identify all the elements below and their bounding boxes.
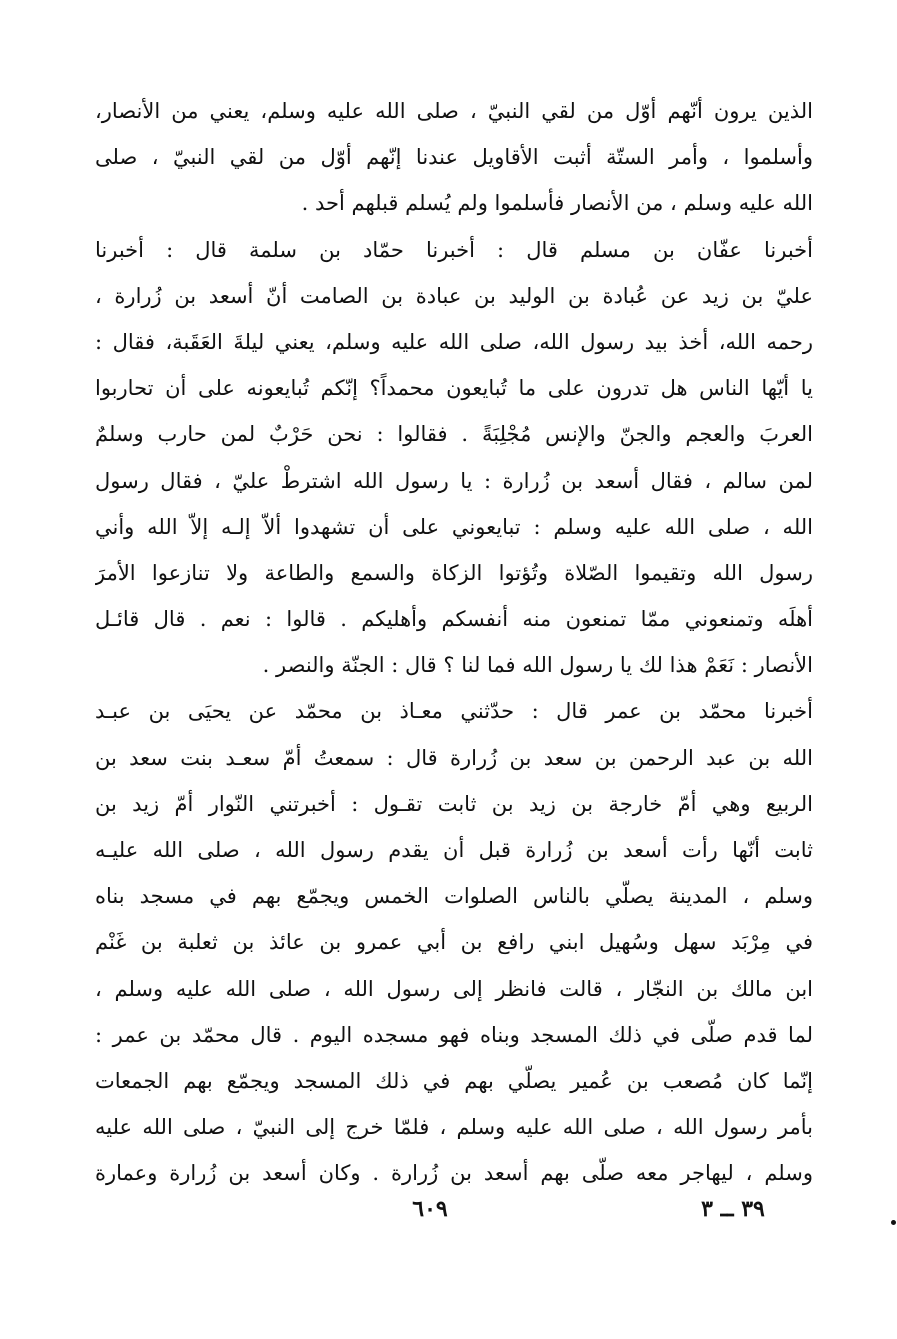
- signature-mark: ٣٩ ــ ٣: [701, 1196, 765, 1222]
- text-line: إنّما كان مُصعب بن عُمير يصلّي بهم في ذلك المسجد ويجمّع بهم الجمعات: [95, 1068, 813, 1093]
- page-number: ٦٠٩: [412, 1196, 448, 1222]
- text-line: الله ، صلى الله عليه وسلم : تبايعوني على أن تشهدوا ألاّ إلـه إلاّ الله وأني: [95, 514, 813, 539]
- text-line: الله بن عبد الرحمن بن سعد بن زُرارة قال : سمعتُ أمّ سعـد بنت سعد بن: [95, 745, 813, 770]
- page-body: [95, 88, 813, 1197]
- text-line: وسلم ، ليهاجر معه صلّى بهم أسعد بن زُرارة . وكان أسعد بن زُرارة وعمارة: [95, 1161, 813, 1186]
- text-line: عليّ بن زيد عن عُبادة بن الوليد بن عبادة بن الصامت أنّ أسعد بن زُرارة ،: [95, 283, 813, 308]
- text-line: بأمر رسول الله ، صلى الله عليه وسلم ، فلمّا خرج إلى النبيّ ، صلى الله عليه: [95, 1115, 813, 1140]
- paragraph-2: [95, 227, 813, 689]
- text-line: وأسلموا ، وأمر الستّة أثبت الأقاويل عندنا إنّهم أوّل من لقي النبيّ ، صلى: [95, 145, 813, 170]
- page-footer: [0, 1196, 897, 1232]
- text-line: الله عليه وسلم ، من الأنصار فأسلموا ولم يُسلم قبلهم أحد .: [301, 191, 813, 216]
- text-line: أخبرنا عفّان بن مسلم قال : أخبرنا حمّاد بن سلمة قال : أخبرنا: [95, 237, 813, 262]
- scan-edge-mark: [891, 1220, 896, 1225]
- text-line: العربَ والعجم والجنّ والإنس مُجْلِبَةً . فقالوا : نحن حَرْبٌ لمن حارب وسلمٌ: [95, 422, 813, 447]
- text-line: أهلَه وتمنعوني ممّا تمنعون منه أنفسكم وأهليكم . قالوا : نعم . قال قائـل: [95, 607, 813, 632]
- text-line: أخبرنا محمّد بن عمر قال : حدّثني معـاذ بن محمّد عن يحيَى بن عبـد: [95, 699, 813, 724]
- text-line: الذين يرون أنّهم أوّل من لقي النبيّ ، صلى الله عليه وسلم، يعني من الأنصار،: [95, 99, 813, 123]
- paragraph-3: [95, 688, 813, 1196]
- text-line: الربيع وهي أمّ خارجة بن زيد بن ثابت تقـول : أخبرتني النّوار أمّ زيد بن: [95, 791, 813, 816]
- paragraph-1: [95, 88, 813, 227]
- text-line: لمن سالم ، فقال أسعد بن زُرارة : يا رسول الله اشترطْ عليّ ، فقال رسول: [95, 468, 813, 493]
- text-line: الأنصار : نَعَمْ هذا لك يا رسول الله فما لنا ؟ قال : الجنّة والنصر .: [262, 653, 813, 678]
- text-line: ابن مالك بن النجّار ، قالت فانظر إلى رسول الله ، صلى الله عليه وسلم ،: [95, 976, 813, 1001]
- text-line: في مِرْبَد سهل وسُهيل ابني رافع بن أبي عمرو بن عائذ بن ثعلبة بن غَنْم: [95, 930, 813, 955]
- text-line: يا أيّها الناس هل تدرون على ما تُبايعون محمداً؟ إنّكم تُبايعونه على أن تحاربوا: [95, 376, 813, 401]
- text-line: رسول الله وتقيموا الصّلاة وتُؤتوا الزكاة والسمع والطاعة ولا تنازعوا الأمرَ: [95, 560, 813, 585]
- text-line: ثابت أنّها رأت أسعد بن زُرارة قبل أن يقدم رسول الله ، صلى الله عليـه: [95, 838, 813, 862]
- text-line: لما قدم صلّى في ذلك المسجد وبناه فهو مسجده اليوم . قال محمّد بن عمر :: [95, 1022, 813, 1047]
- text-line: وسلم ، المدينة يصلّي بالناس الصلوات الخمس ويجمّع بهم في مسجد بناه: [95, 884, 813, 909]
- text-line: رحمه الله، أخذ بيد رسول الله، صلى الله عليه وسلم، يعني ليلةَ العَقَبة، فقال :: [95, 329, 813, 354]
